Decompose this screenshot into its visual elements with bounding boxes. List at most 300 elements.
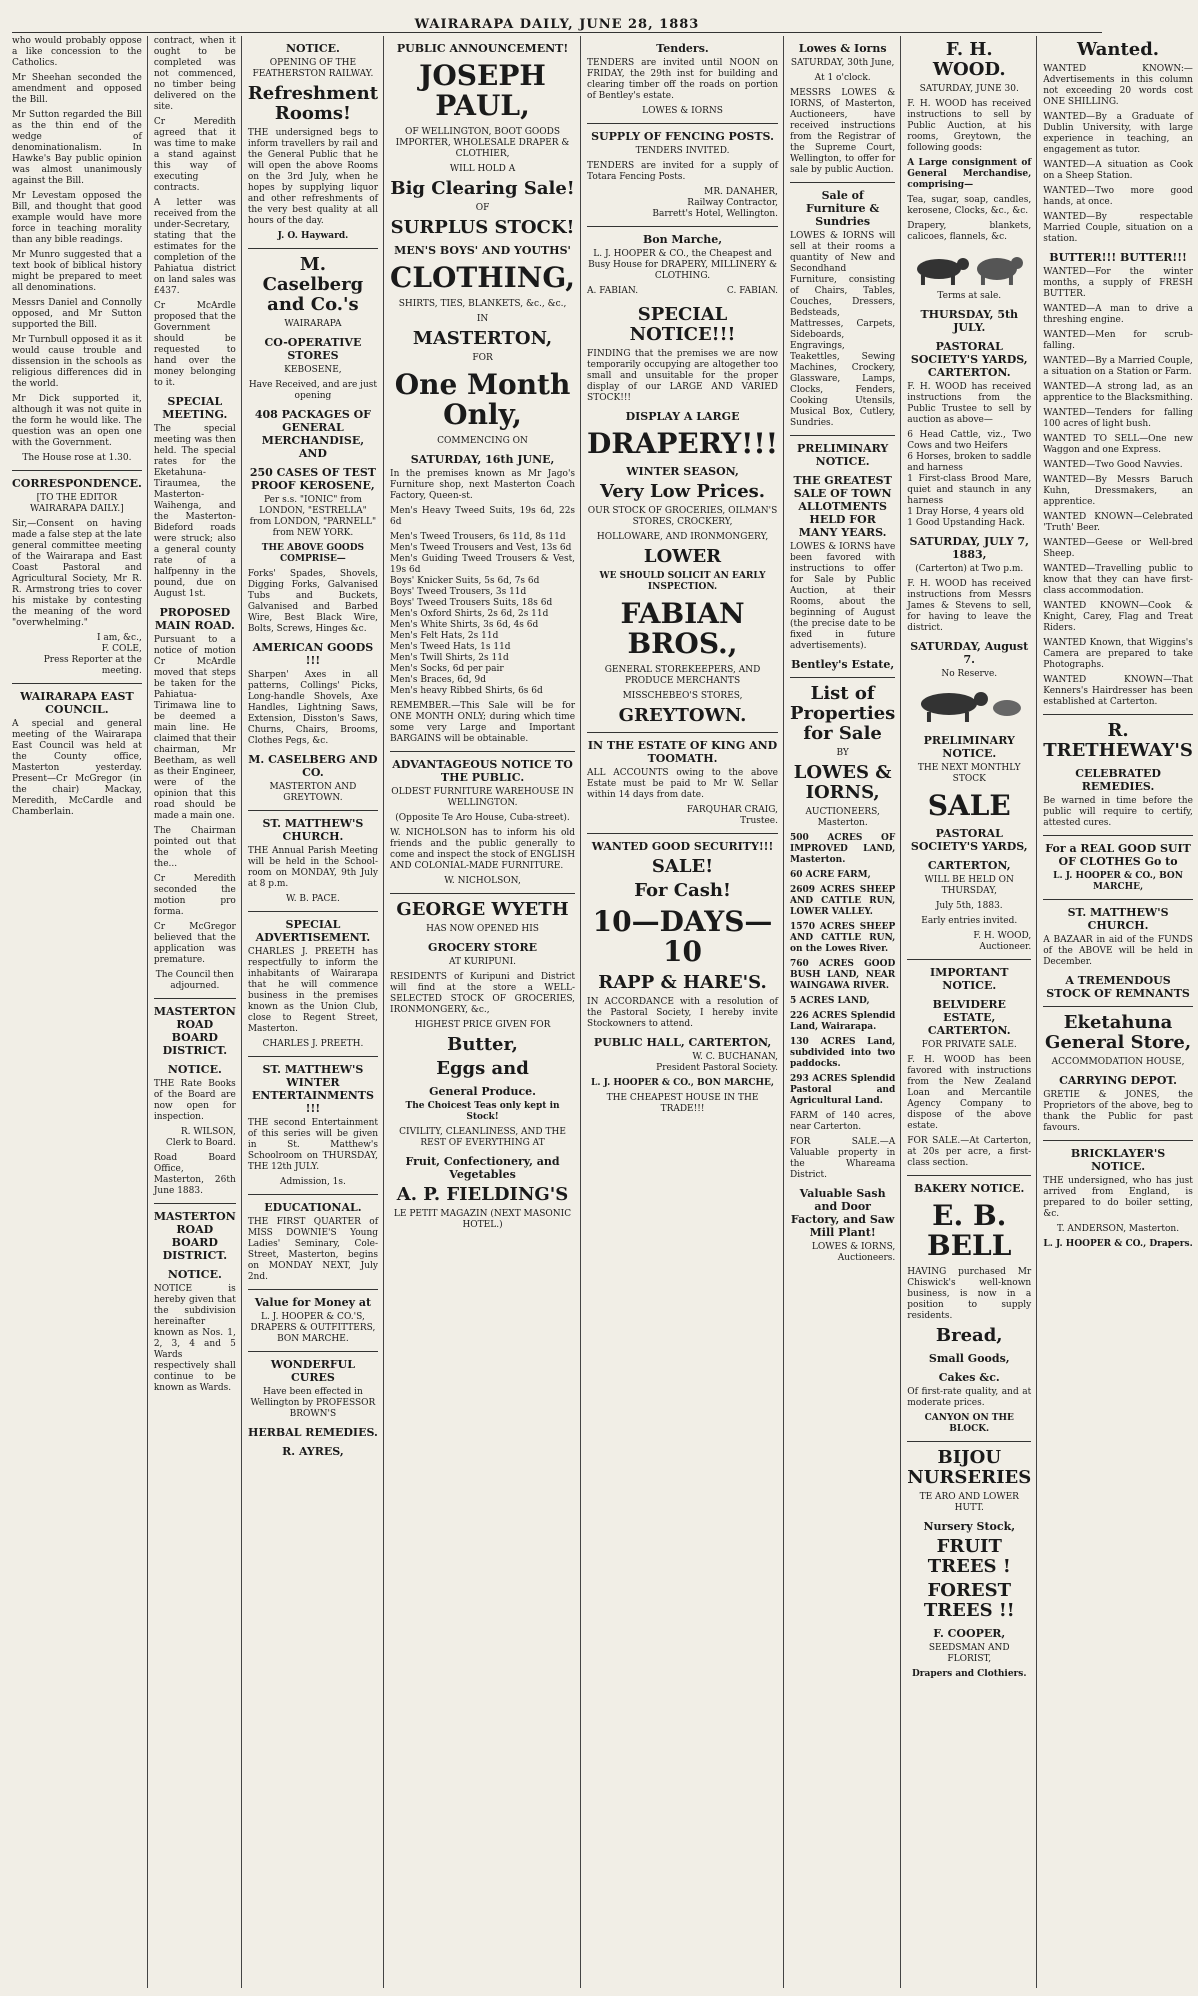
divider: [390, 751, 575, 752]
ad-text: HOLLOWARE, AND IRONMONGERY,: [596, 532, 769, 542]
ad-text: LOWES & IORNS have been favored with instructions to offer for Sale by Public Auction, at their Rooms, about the beginning of August (the precise date to be fixed in future advertisements).: [790, 542, 896, 651]
ad-text: WE SHOULD SOLICIT AN EARLY INSPECTION.: [599, 571, 766, 592]
classified-ad: WANTED—By respectable Married Couple, situation on a station.: [1043, 212, 1193, 244]
article-paragraph: The special meeting was then held. The special rates for the Eketahuna-Tiraumea, the Masterton-Waihenga, and the Masterton-Bideford roads were struck; also a general county rate of a halfpenny in the pound, due on August 1st.: [153, 424, 236, 599]
ad-heading: NOTICE.: [285, 42, 340, 55]
ad-title: M. Caselberg and Co.'s: [262, 254, 364, 315]
ad-signature: W. B. PACE.: [286, 894, 340, 904]
ad-heading: MASTERTON ROAD BOARD DISTRICT.: [153, 1005, 236, 1057]
ad-subheading: SATURDAY, 30th June,: [790, 58, 895, 68]
classified-ad: WANTED—Two more good hands, at once.: [1043, 186, 1193, 207]
ad-text: L. J. HOOPER & CO., BON MARCHE,: [591, 1078, 775, 1088]
ad-title: SALE!: [651, 856, 714, 877]
ad-title: BIJOU NURSERIES: [907, 1447, 1032, 1488]
ad-subheading: BY: [836, 748, 849, 758]
masthead: [12, 6, 1102, 33]
article-paragraph: Cr Meredith agreed that it was time to make a stand against this way of executing contracts.: [153, 117, 236, 193]
section-heading: SPECIAL MEETING.: [162, 395, 228, 421]
ad-subheading: MISSCHEBEO'S STORES,: [622, 691, 743, 701]
ad-text: Forks' Spades, Shovels, Digging Forks, Galvanised Tubs and Buckets, Galvanised and Barbed Wire, Best Black Wire, Bolts, Screws, Hinges &c.: [247, 569, 379, 634]
ad-heading: 408 PACKAGES OF GENERAL MERCHANDISE, AND: [254, 408, 371, 460]
ad-heading: Nursery Stock,: [923, 1520, 1016, 1533]
ad-title: 10—DAYS—10: [592, 905, 773, 968]
ad-heading: Bentley's Estate,: [791, 658, 895, 671]
article-paragraph: A special and general meeting of the Wairarapa East Council was held at the County office, Masterton yesterday. Present—Cr McGregor (in the chair) Mackay, Meredith, McCardle and Chamberlain.: [12, 719, 142, 817]
ad-subheading: COMMENCING ON: [437, 436, 528, 446]
ad-heading: Value for Money at: [254, 1296, 372, 1309]
divider: [248, 810, 378, 811]
ad-text: FINDING that the premises we are now temporarily occupying are altogether too small and unsuitable for the proper display of our LARGE AND VARIED STOCK!!!: [587, 349, 778, 403]
ad-title: JOSEPH PAUL,: [419, 59, 546, 122]
ad-heading: PUBLIC ANNOUNCEMENT!: [396, 42, 569, 55]
proprietors: [587, 286, 778, 301]
column-6: [790, 36, 901, 1988]
divider: [790, 677, 895, 678]
ad-subheading: OF: [475, 203, 490, 213]
property-item: 226 ACRES Splendid Land, Wairarapa.: [790, 1011, 896, 1032]
article-paragraph: Mr Levestam opposed the Bill, and thought that good example would have more force in teaching morality than any bible readings.: [12, 191, 142, 245]
ad-text: Have been effected in Wellington by PROFESSOR BROWN'S: [250, 1387, 376, 1419]
ad-title: RAPP & HARE'S.: [598, 972, 767, 993]
ad-title: A. P. FIELDING'S: [396, 1184, 569, 1205]
classified-ad: WANTED KNOWN—That Kenners's Hairdresser has been established at Carterton.: [1043, 675, 1193, 707]
ad-heading: PASTORAL SOCIETY'S YARDS, CARTERTON.: [910, 340, 1028, 379]
classified-ad: WANTED Known, that Wiggins's Camera are prepared to take Photographs.: [1043, 638, 1193, 670]
ad-heading: GROCERY STORE: [428, 941, 538, 954]
property-item: 5 ACRES LAND,: [790, 996, 870, 1006]
ad-heading: ST. MATTHEW'S CHURCH.: [262, 817, 364, 843]
ad-subheading: (Carterton) at Two p.m.: [915, 564, 1024, 574]
ad-subheading: THE NEXT MONTHLY STOCK: [917, 763, 1021, 784]
ad-heading: SATURDAY, August 7.: [910, 640, 1029, 666]
section-heading: PROPOSED MAIN ROAD.: [154, 606, 235, 632]
ad-text: REMEMBER.—This Sale will be for ONE MONTH ONLY; during which time some very Large and Important BARGAINS will be obtainable.: [390, 701, 576, 744]
property-item: 2609 ACRES SHEEP AND CATTLE RUN, LOWER VALLEY.: [790, 885, 896, 917]
classified-ad: WANTED—Two Good Navvies.: [1043, 460, 1183, 470]
ad-text: GRETIE & JONES, the Proprietors of the above, beg to thank the Public for past favours.: [1043, 1090, 1193, 1133]
ad-heading: ADVANTAGEOUS NOTICE TO THE PUBLIC.: [392, 758, 573, 784]
ad-subheading: LE PETIT MAGAZIN (NEXT MASONIC HOTEL.): [393, 1209, 572, 1230]
column-3: [248, 36, 384, 1988]
divider: [12, 470, 142, 471]
ad-heading: DISPLAY A LARGE: [625, 410, 740, 423]
ad-subheading: WAIRARAPA: [284, 319, 342, 329]
ad-text: A BAZAAR in aid of the FUNDS of the ABOVE will be held in December.: [1043, 935, 1193, 967]
classified-ad: WANTED—For the winter months, a supply of FRESH BUTTER.: [1043, 267, 1193, 299]
property-item: FARM of 140 acres, near Carterton.: [790, 1111, 896, 1132]
ad-title: FABIAN BROS.,: [620, 597, 745, 660]
ad-subheading: FOR PRIVATE SALE.: [921, 1040, 1017, 1050]
classified-ad: WANTED—Tenders for falling 100 acres of light bush.: [1043, 408, 1193, 429]
classified-ad: WANTED—Travelling public to know that they can have first-class accommodation.: [1043, 564, 1193, 596]
divider: [1043, 1006, 1193, 1007]
divider: [248, 1351, 378, 1352]
newspaper-title: WAIRARAPA DAILY, JUNE 28, 1883: [414, 17, 700, 32]
price-list: Men's Tweed Trousers, 6s 11d, 8s 11d Men's Tweed Trousers and Vest, 13s 6d Men's Guiding Tweed Trousers & Vest, 19s 6d Boys' Knicker Suits, 5s 6d, 7s 6d Boys' Tweed Trousers, 3s 11d Boys' Tweed Trousers Suits, 18s 6d Men's Oxford Shirts, 2s 6d, 2s 11d Men's White Shirts, 3s 6d, 4s 6d Men's Felt Hats, 2s 11d Men's Tweed Hats, 1s 11d Men's Twill Shirts, 2s 11d Men's Socks, 6d per pair Men's Braces, 6d, 9d Men's heavy Ribbed Shirts, 6s 6d: [390, 532, 576, 696]
ad-title: SPECIAL NOTICE!!!: [629, 304, 736, 345]
ad-subheading: MASTERTON AND GREYTOWN.: [269, 782, 357, 803]
ad-signature: T. ANDERSON, Masterton.: [1057, 1224, 1180, 1234]
ad-text: Be warned in time before the public will require to certify, attested cures.: [1043, 796, 1193, 828]
column-1: [12, 36, 148, 1988]
ad-text: IN ACCORDANCE with a resolution of the Pastoral Society, I hereby invite Stockowners to attend.: [587, 997, 778, 1029]
ad-heading: Sale of Furniture & Sundries: [806, 189, 880, 228]
ad-text: THE undersigned begs to inform travellers by rail and the General Public that he will open the above Rooms on the 3rd July, when he hopes by supplying liquor and other refreshments of the very best quality at all hours of the day.: [247, 128, 379, 226]
classified-ad: WANTED TO SELL—One new Waggon and one Express.: [1043, 434, 1193, 455]
ad-signature: R. WILSON, Clerk to Board.: [165, 1127, 236, 1148]
property-item: FOR SALE.—A Valuable property in the Whareama District.: [790, 1137, 896, 1180]
ad-heading: MASTERTON ROAD BOARD DISTRICT.: [153, 1210, 236, 1262]
classified-ad: WANTED KNOWN:—Advertisements in this column not exceeding 20 words cost ONE SHILLING.: [1043, 64, 1193, 107]
ad-heading: Valuable Sash and Door Factory, and Saw Mill Plant!: [790, 1187, 895, 1239]
ad-text: W. NICHOLSON has to inform his old friends and the public generally to come and inspect the stock of ENGLISH AND COLONIAL-MADE FURNITURE.: [390, 828, 576, 871]
article-paragraph: Messrs Daniel and Connolly opposed, and Mr Sutton supported the Bill.: [12, 298, 142, 330]
ad-text: FOR SALE.—At Carterton, at 20s per acre, a first-class section.: [907, 1136, 1032, 1168]
ad-heading: WANTED GOOD SECURITY!!!: [591, 840, 774, 853]
ad-title: F. H. WOOD.: [932, 39, 1006, 80]
classified-ad: WANTED—A situation as Cook on a Sheep Station.: [1043, 160, 1193, 181]
ad-title: SURPLUS STOCK!: [390, 217, 575, 238]
divider: [248, 911, 378, 912]
ad-text: Early entries invited.: [921, 916, 1018, 926]
ad-title: Very Low Prices.: [599, 481, 766, 502]
article-paragraph: The Chairman pointed out that the whole of the...: [153, 826, 236, 869]
ad-signature: LOWES & IORNS: [642, 106, 723, 116]
ad-heading: Lowes & Iorns: [798, 42, 887, 55]
property-item: 60 ACRE FARM,: [790, 870, 871, 880]
ad-subheading: At 1 o'clock.: [814, 73, 871, 83]
ad-subheading: GENERAL STOREKEEPERS, AND PRODUCE MERCHANTS: [604, 665, 761, 686]
divider: [248, 1289, 378, 1290]
ad-title: Refreshment Rooms!: [247, 83, 379, 124]
ad-subheading: OPENING OF THE FEATHERSTON RAILWAY.: [252, 58, 374, 79]
ad-subheading: HIGHEST PRICE GIVEN FOR: [414, 1020, 551, 1030]
ad-text: L. J. HOOPER & CO.'S, DRAPERS & OUTFITTERS, BON MARCHE.: [250, 1312, 376, 1344]
ad-signature: LOWES & IORNS, Auctioneers.: [811, 1242, 896, 1263]
column-7: [907, 36, 1037, 1988]
ad-heading: ST. MATTHEW'S CHURCH.: [1067, 906, 1169, 932]
divider: [154, 1203, 236, 1204]
ad-text: Have Received, and are just opening: [248, 380, 378, 401]
column-8: [1043, 36, 1198, 1988]
ad-heading: WONDERFUL CURES: [270, 1358, 356, 1384]
ad-heading: SATURDAY, JULY 7, 1883,: [909, 535, 1029, 561]
ad-title: Eketahuna General Store,: [1044, 1012, 1192, 1053]
ad-text: F. H. WOOD has received instructions from the Public Trustee to sell by auction as above—: [907, 382, 1032, 425]
ad-text: TENDERS are invited for a supply of Totara Fencing Posts.: [587, 161, 778, 182]
ad-title: One Month Only,: [394, 368, 571, 431]
ad-title: DRAPERY!!!: [587, 427, 778, 460]
section-subheading: [TO THE EDITOR WAIRARAPA DAILY.]: [29, 493, 124, 514]
ad-signature: CHARLES J. PREETH.: [262, 1039, 364, 1049]
ad-subheading: ACCOMMODATION HOUSE,: [1051, 1057, 1185, 1067]
letter-text: I am, &c., F. COLE, Press Reporter at the meeting.: [43, 633, 142, 676]
ad-title: LOWER: [643, 546, 722, 567]
divider: [587, 123, 778, 124]
ad-subheading: SEEDSMAN AND FLORIST,: [928, 1643, 1010, 1664]
classified-ad: WANTED—By a Graduate of Dublin University, with large experience in teaching, an engagement as tutor.: [1043, 112, 1193, 155]
divider: [1043, 1140, 1193, 1141]
ad-subheading: OLDEST FURNITURE WAREHOUSE IN WELLINGTON.: [391, 787, 574, 808]
divider: [154, 998, 236, 999]
ad-title: MASTERTON,: [412, 328, 553, 349]
ad-subheading: FOR: [472, 353, 493, 363]
ad-subheading: AT KURIPUNI.: [449, 957, 517, 967]
ad-text: RESIDENTS of Kuripuni and District will find at the store a WELL-SELECTED STOCK OF GROCERIES, IRONMONGERY, &c.,: [390, 972, 576, 1015]
ad-text: LOWES & IORNS will sell at their rooms a quantity of New and Secondhand Furniture, consisting of Chairs, Tables, Couches, Dressers, Bedsteads, Mattresses, Carpets, Sideboards, Engravings, Teakettles, Sewing Machines, Crockery, Glassware, Lamps, Clocks, Fenders, Cooking Utensils, Musical Box, Cutlery, Sundries.: [790, 231, 896, 428]
article-paragraph: Mr Sutton regarded the Bill as the thin end of the wedge of denominationalism. In Hawke's Bay public opinion was almost unanimously against the Bill.: [12, 110, 142, 186]
divider: [790, 435, 895, 436]
divider: [907, 1175, 1031, 1176]
ad-signature: W. C. BUCHANAN, President Pastoral Society.: [656, 1052, 778, 1073]
divider: [1043, 714, 1193, 715]
ad-heading: SPECIAL ADVERTISEMENT.: [255, 918, 371, 944]
ad-footer: L. J. HOOPER & CO., Drapers.: [1043, 1239, 1193, 1249]
ad-heading: ST. MATTHEW'S WINTER ENTERTAINMENTS !!!: [251, 1063, 374, 1115]
ad-heading: Small Goods,: [928, 1352, 1010, 1365]
divider: [248, 248, 378, 249]
ad-heading: BAKERY NOTICE.: [914, 1182, 1025, 1195]
proprietor-name: C. FABIAN.: [726, 286, 778, 296]
ad-text: TENDERS are invited until NOON on FRIDAY, the 29th inst for building and clearing timber off the roads on portion of Bentley's estate.: [587, 58, 778, 101]
ad-title: FOREST TREES !!: [923, 1580, 1015, 1621]
classified-ad: WANTED—A strong lad, as an apprentice to the Blacksmithing.: [1043, 382, 1193, 403]
ad-subheading: (Opposite Te Aro House, Cuba-street).: [395, 813, 570, 823]
ad-subheading: TENDERS INVITED.: [635, 146, 730, 156]
ad-heading: BELVIDERE ESTATE, CARTERTON.: [927, 998, 1011, 1037]
ad-subheading: TE ARO AND LOWER HUTT.: [919, 1492, 1019, 1513]
ad-text: THE undersigned, who has just arrived from England, is prepared to do boiler setting, &c.: [1043, 1176, 1193, 1219]
article-paragraph: Mr Munro suggested that a text book of biblical history might be prepared to meet all denominations.: [12, 250, 142, 293]
ad-heading: Cakes &c.: [938, 1371, 1000, 1384]
ad-heading: Fruit, Confectionery, and Vegetables: [405, 1155, 560, 1181]
article-paragraph: A letter was received from the under-Secretary, stating that the estimates for the completion of the Pahiatua district on land sales was £437.: [153, 198, 236, 296]
classified-ad: WANTED—Geese or Well-bred Sheep.: [1043, 538, 1193, 559]
ad-footer: Drapers and Clothiers.: [911, 1669, 1027, 1679]
ad-title: R. TRETHEWAY'S: [1043, 720, 1193, 761]
classified-ad: WANTED—By Messrs Baruch Kuhn, Dressmakers, an apprentice.: [1043, 475, 1193, 507]
divider: [907, 959, 1031, 960]
ad-heading: SUPPLY OF FENCING POSTS.: [591, 130, 774, 143]
ad-heading: PASTORAL SOCIETY'S YARDS,: [910, 827, 1028, 853]
ad-heading: Bon Marche,: [642, 233, 723, 246]
ad-subheading: SATURDAY, JUNE 30.: [919, 84, 1019, 94]
divider: [248, 1056, 378, 1057]
classified-ad: WANTED KNOWN—Cook & Knight, Carey, Flag and Treat Riders.: [1043, 601, 1193, 633]
ad-text: Sharpen' Axes in all patterns, Collings' Picks, Long-handle Shovels, Axe Handles, Lightning Saws, Extension, Disston's Saws, Churns, Chairs, Brooms, Clothes Pegs, &c.: [247, 670, 379, 746]
ad-heading: CELEBRATED REMEDIES.: [1075, 767, 1161, 793]
ad-text: L. J. HOOPER & CO., BON MARCHE,: [1053, 871, 1183, 892]
ad-heading: PUBLIC HALL, CARTERTON,: [593, 1036, 772, 1049]
livestock-illustration: [907, 684, 1031, 724]
ad-subheading: No Reserve.: [941, 669, 998, 679]
ad-title: Eggs and: [436, 1058, 529, 1079]
ad-text: In the premises known as Mr Jago's Furniture shop, next Masterton Coach Factory, Queen-st.: [390, 469, 576, 501]
ad-subheading: HAS NOW OPENED HIS: [426, 924, 539, 934]
divider: [1043, 899, 1193, 900]
ad-heading: General Produce.: [429, 1085, 537, 1098]
ad-title: Bread,: [935, 1325, 1003, 1346]
ad-text: CANYON ON THE BLOCK.: [924, 1413, 1014, 1434]
ad-subheading: OF WELLINGTON, BOOT GOODS IMPORTER, WHOLESALE DRAPER & CLOTHIER,: [395, 127, 570, 159]
ad-heading: IN THE ESTATE OF KING AND TOOMATH.: [587, 739, 778, 765]
divider: [587, 833, 778, 834]
ad-subheading: AUCTIONEERS, Masterton.: [805, 807, 880, 828]
ad-text: CIVILITY, CLEANLINESS, AND THE REST OF EVERYTHING AT: [399, 1127, 566, 1148]
ad-heading: PRELIMINARY NOTICE.: [923, 734, 1015, 760]
ad-text: F. H. WOOD has received instructions to sell by Public Auction, at his rooms, Greytown, the following goods:: [907, 99, 1032, 153]
ad-text: Of first-rate quality, and at moderate prices.: [907, 1387, 1032, 1408]
ad-title: FRUIT TREES !: [927, 1536, 1011, 1577]
article-paragraph: Mr Dick supported it, although it was not quite in the form he would like. The question was an open one with the Government.: [12, 394, 142, 448]
cattle-illustration: [907, 247, 1031, 287]
ad-text: Tea, sugar, soap, candles, kerosene, Clocks, &c., &c.: [907, 195, 1032, 216]
divider: [1043, 835, 1193, 836]
ad-heading: Tenders.: [656, 42, 709, 55]
article-paragraph: Cr Meredith seconded the motion pro forma.: [153, 874, 236, 917]
ad-text: THE Rate Books of the Board are now open for inspection.: [153, 1079, 236, 1122]
ad-text: THE CHEAPEST HOUSE IN THE TRADE!!!: [606, 1093, 759, 1114]
ad-heading: SATURDAY, 16th JUNE,: [410, 453, 555, 466]
newspaper-columns: [12, 36, 1193, 1988]
ad-text: F. H. WOOD has been favored with instructions from the New Zealand Loan and Mercantile Agency Company to dispose of the above estate.: [907, 1055, 1032, 1131]
ad-heading: BUTTER!!! BUTTER!!!: [1049, 251, 1187, 264]
classified-ad: WANTED—A man to drive a threshing engine.: [1043, 304, 1193, 325]
ad-heading: WINTER SEASON,: [626, 465, 739, 478]
ad-title: For Cash!: [634, 880, 731, 901]
ad-text: NOTICE is hereby given that the subdivision hereinafter known as Nos. 1, 2, 3, 4 and 5 Wards respectively shall continue to be known as Wards.: [153, 1284, 236, 1393]
column-5: [587, 36, 784, 1988]
ad-subheading: IN: [476, 314, 489, 324]
ad-subheading: NOTICE.: [167, 1268, 222, 1281]
ad-signature: FARQUHAR CRAIG, Trustee.: [686, 805, 778, 826]
ad-title: SALE: [927, 789, 1011, 822]
ad-signature: W. NICHOLSON,: [444, 876, 521, 886]
ad-title: GREYTOWN.: [618, 705, 747, 726]
divider: [587, 732, 778, 733]
ad-heading: THE GREATEST SALE OF TOWN ALLOTMENTS HELD FOR MANY YEARS.: [793, 474, 892, 539]
column-4: [390, 36, 581, 1988]
ad-heading: MEN'S BOYS' AND YOUTHS': [394, 244, 571, 257]
ad-subheading: July 5th, 1883.: [935, 901, 1003, 911]
divider: [390, 893, 575, 894]
property-item: 130 ACRES Land, subdivided into two paddocks.: [790, 1037, 896, 1069]
divider: [790, 182, 895, 183]
ad-text: Per s.s. "IONIC" from LONDON, "ESTRELLA" from LONDON, "PARNELL" from NEW YORK.: [249, 495, 377, 538]
section-heading: WAIRARAPA EAST COUNCIL.: [20, 690, 134, 716]
article-paragraph: who would probably oppose a like concession to the Catholics.: [12, 36, 142, 68]
article-paragraph: Cr McGregor believed that the application was premature.: [153, 922, 236, 965]
ad-text: CHARLES J. PREETH has respectfully to inform the inhabitants of Wairarapa that he will commence business in the premises known as the Union Club, close to Regent Street, Masterton.: [247, 947, 379, 1034]
ad-heading: CARRYING DEPOT.: [1059, 1074, 1177, 1087]
ad-heading: M. CASELBERG AND CO.: [248, 753, 378, 779]
ad-title: Wanted.: [1077, 39, 1160, 60]
ad-title: E. B. BELL: [927, 1199, 1012, 1262]
ad-subheading: KEBOSENE,: [284, 365, 342, 375]
ad-text: THE FIRST QUARTER of MISS DOWNIE'S Young Ladies' Seminary, Cole-Street, Masterton, begins on MONDAY NEXT, July 2nd.: [247, 1217, 379, 1282]
ad-text: ALL ACCOUNTS owing to the above Estate must be paid to Mr W. Sellar within 14 days from date.: [587, 768, 778, 800]
property-item: 500 ACRES OF IMPROVED LAND, Masterton.: [790, 833, 896, 865]
ad-text: Drapery, blankets, calicoes, flannels, &c.: [907, 221, 1032, 242]
ad-heading: F. COOPER,: [933, 1627, 1006, 1640]
letter-text: Sir,—Consent on having made a false step at the late general committee meeting of the Wairarapa and East Coast Pastoral and Agricultural Society, Mr R. R. Armstrong tries to cover his mistake by contesting the meaning of the word "overwhelming.": [12, 519, 142, 628]
ad-text: OUR STOCK OF GROCERIES, OILMAN'S STORES, CROCKERY,: [587, 506, 778, 527]
ad-signature: J. O. Hayward.: [277, 231, 349, 241]
ad-heading: HERBAL REMEDIES.: [247, 1426, 378, 1439]
divider: [907, 1441, 1031, 1442]
property-item: 760 ACRES GOOD BUSH LAND, NEAR WAINGAWA RIVER.: [790, 959, 896, 991]
classified-ad: WANTED—Men for scrub-falling.: [1043, 330, 1193, 351]
article-paragraph: Pursuant to a notice of motion Cr McArdle moved that steps be taken for the Pahiatua-Tirimawa line to be deemed a main line. He claimed that their chairman, Mr Beetham, as well as their Engineer, were of the opinion that this road should be made a main one.: [153, 635, 236, 821]
ad-text: HAVING purchased Mr Chiswick's well-known business, is now in a position to supply residents.: [907, 1267, 1032, 1321]
ad-text: L. J. HOOPER & CO., the Cheapest and Busy House for DRAPERY, MILLINERY & CLOTHING.: [588, 249, 777, 281]
ad-date: Road Board Office, Masterton, 26th June 1883.: [153, 1153, 236, 1196]
ad-text: THE Annual Parish Meeting will be held in the School-room on MONDAY, 9th July at 8 p.m.: [247, 846, 379, 889]
section-heading: CORRESPONDENCE.: [12, 477, 142, 490]
ad-title: Big Clearing Sale!: [390, 178, 575, 199]
ad-subheading: SHIRTS, TIES, BLANKETS, &c., &c.,: [398, 299, 567, 309]
ad-subheading: WILL BE HELD ON THURSDAY,: [924, 875, 1014, 896]
ad-text: THE second Entertainment of this series will be given in St. Matthew's Schoolroom on THURSDAY, THE 12th JULY.: [247, 1118, 379, 1172]
column-2: [154, 36, 242, 1988]
ad-heading: IMPORTANT NOTICE.: [930, 966, 1009, 992]
ad-heading: 250 CASES OF TEST PROOF KEROSENE,: [249, 466, 376, 492]
ad-heading: AMERICAN GOODS !!!: [252, 641, 374, 667]
ad-text: F. H. WOOD has received instructions from Messrs James & Stevens to sell, for having to leave the district.: [907, 579, 1032, 633]
stock-list: 6 Head Cattle, viz., Two Cows and two Heifers 6 Horses, broken to saddle and harness 1 First-class Brood Mare, quiet and staunch in any harness 1 Dray Horse, 4 years old 1 Good Upstanding Hack.: [907, 430, 1032, 528]
ad-title: CLOTHING,: [390, 261, 576, 294]
classified-ad: WANTED—By a Married Couple, a situation on a Station or Farm.: [1043, 356, 1193, 377]
ad-text: Terms at sale.: [937, 291, 1002, 301]
article-paragraph: The House rose at 1.30.: [22, 453, 132, 463]
ad-heading: EDUCATIONAL.: [264, 1201, 362, 1214]
property-item: 1570 ACRES SHEEP AND CATTLE RUN, on the Lowes River.: [790, 922, 896, 954]
ad-text: The Choicest Teas only kept in Stock!: [405, 1101, 560, 1122]
ad-signature: MR. DANAHER, Railway Contractor, Barrett's Hotel, Wellington.: [652, 187, 778, 219]
ad-subheading: THE ABOVE GOODS COMPRISE—: [261, 543, 365, 564]
ad-heading: For a REAL GOOD SUIT OF CLOTHES Go to: [1045, 842, 1191, 868]
divider: [12, 683, 142, 684]
ad-text: MESSRS LOWES & IORNS, of Masterton, Auctioneers, have received instructions from the Registrar of the Supreme Court, Wellington, to offer for sale by public Auction.: [790, 88, 896, 175]
divider: [587, 226, 778, 227]
article-paragraph: Mr Sheehan seconded the amendment and opposed the Bill.: [12, 73, 142, 105]
ad-heading: CO-OPERATIVE STORES: [264, 336, 362, 362]
ad-heading: BRICKLAYER'S NOTICE.: [1070, 1147, 1166, 1173]
article-paragraph: contract, when it ought to be completed was not commenced, no timber being delivered on the site.: [153, 36, 236, 112]
ad-subheading: WILL HOLD A: [449, 164, 516, 174]
article-paragraph: Cr McArdle proposed that the Government should be requested to hand over the money belonging to it.: [153, 301, 236, 388]
ad-heading: THURSDAY, 5th JULY.: [920, 308, 1019, 334]
classified-ad: WANTED KNOWN—Celebrated 'Truth' Beer.: [1043, 512, 1193, 533]
ad-text: A Large consignment of General Merchandise, comprising—: [907, 158, 1032, 190]
ad-title: LOWES & IORNS,: [793, 762, 892, 803]
article-paragraph: Mr Turnbull opposed it as it would cause trouble and dissension in the schools as religious differences did in the world.: [12, 335, 142, 389]
ad-title: List of Properties for Sale: [790, 683, 896, 744]
property-item: 293 ACRES Splendid Pastoral and Agricultural Land.: [790, 1074, 896, 1106]
ad-title: Butter,: [447, 1034, 518, 1055]
price-list-heading: Men's Heavy Tweed Suits, 19s 6d, 22s 6d: [390, 506, 576, 527]
divider: [248, 1194, 378, 1195]
ad-signature: F. H. WOOD, Auctioneer.: [973, 931, 1032, 952]
article-paragraph: The Council then adjourned.: [155, 970, 234, 991]
proprietor-name: A. FABIAN.: [587, 286, 639, 296]
ad-text: Admission, 1s.: [279, 1177, 346, 1187]
ad-heading: R. AYRES,: [282, 1445, 344, 1458]
ad-heading: CARTERTON,: [927, 859, 1011, 872]
ad-heading: A TREMENDOUS STOCK OF REMNANTS: [1046, 974, 1190, 1000]
ad-title: GEORGE WYETH: [396, 899, 569, 920]
ad-heading: PRELIMINARY NOTICE.: [797, 442, 889, 468]
